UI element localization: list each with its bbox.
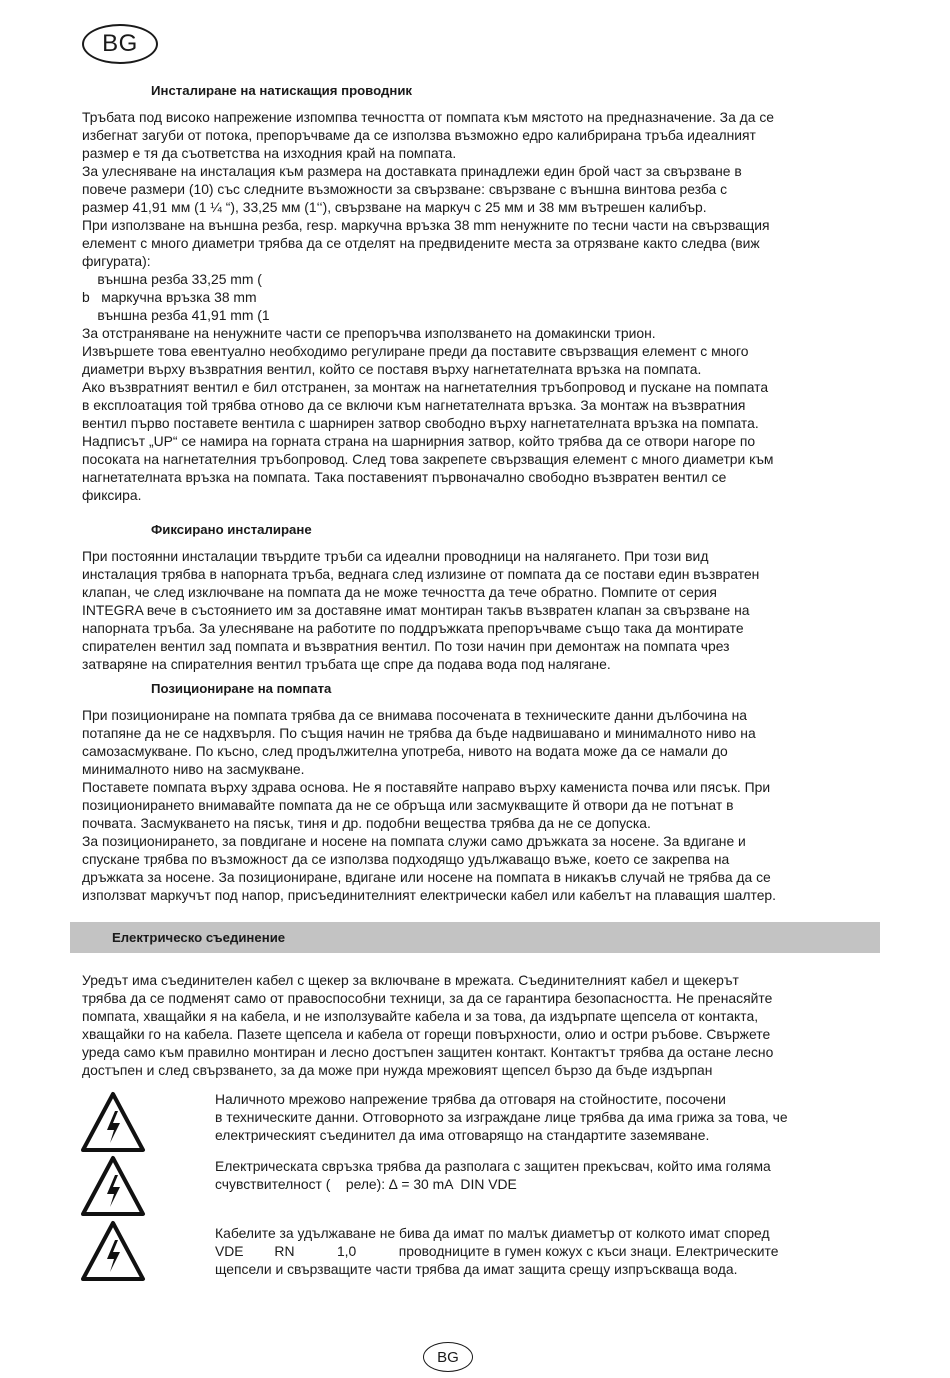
language-badge-bottom: BG: [423, 1342, 473, 1372]
text-line: хващайки го на кабела. Пазете щепсела и кабела от горещи повърхности, олио и остри ръбове. Свържете: [82, 1026, 771, 1042]
text-line: нагнетателната връзка на помпата. Така поставеният първоначално свободно възвратен вентил се: [82, 469, 727, 485]
text-line: клапан, че след изключване на помпата да не може течността да тече обратно. Помпите от серия: [82, 584, 717, 600]
text-line: избегнат загуби от потока, препоръчваме да се използва възможно едро калибрирана тръба идеалният: [82, 127, 756, 143]
text-line: напорната тръба. За улесняване на работите по поддръжката препоръчваме също така да монтирате: [82, 620, 744, 636]
text-line: вентил първо поставете вентила с шарнирен затвор свободно върху нагнетателната връзка на помпата.: [82, 415, 759, 431]
text-line: повече размери (10) със следните възможности за свързване: свързване с външна винтова резба с: [82, 181, 728, 197]
section3-body: [82, 706, 776, 904]
section-heading-fixed-install: Фиксирано инсталиране: [151, 522, 312, 537]
text-line: елемент с много диаметри трябва да се отделят на предвидените места за отрязване както следва (виж: [82, 235, 760, 251]
text-line: достъпен и след свързването, за да може при нужда мрежовият щепсел бързо да бъде издърпан: [82, 1062, 713, 1078]
text-line: посоката на нагнетателния тръбопровод. След това закрепете свързващия елемент с много диаметри към: [82, 451, 774, 467]
text-line: Наличното мрежово напрежение трябва да отговаря на стойностите, посочени: [215, 1091, 726, 1107]
text-line: Тръбата под високо напрежение изпомпва течността от помпата към мястото на предназначение. За да се: [82, 109, 775, 125]
text-line: помпата, хващайки я на кабела, и не използувайте кабела и за това, да издърпате щепсела от контакта,: [82, 1008, 759, 1024]
text-line: размер 41,91 мм (1 ¼ “), 33,25 мм (1‘‘), свързване на маркуч с 25 мм и 38 мм вътрешен калибър.: [82, 199, 707, 215]
text-line: За отстраняване на ненужните части се препоръчва използването на домакински трион.: [82, 325, 656, 341]
electric-hazard-icon: [80, 1154, 146, 1218]
text-line: уреда само към правилно монтиран и лесно достъпен защитен контакт. Контактът трябва да остане лесно: [82, 1044, 774, 1060]
warning-text-extension-cables: [215, 1224, 778, 1278]
text-line: размер е тя да съответства на изходния край на помпата.: [82, 145, 457, 161]
text-line: почвата. Засмукването на пясък, тиня и др. подобни вещества трябва да не се допуска.: [82, 815, 651, 831]
text-line: електрическият съединител да има отговарящо на стандартите заземяване.: [215, 1127, 710, 1143]
list-item: външна резба 33,25 mm (: [82, 271, 262, 287]
list-item: външна резба 41,91 mm (1: [82, 307, 270, 323]
text-line: фиксира.: [82, 487, 142, 503]
text-line: Електрическата свръзка трябва да разполага с защитен прекъсвач, който има голяма: [215, 1158, 771, 1174]
text-line: фигурата):: [82, 253, 151, 269]
text-line: За позиционирането, за повдигане и носене на помпата служи само дръжката за носене. За вдигане и: [82, 833, 746, 849]
text-line: INTEGRA вече в състоянието им за доставяне имат монтиран такъв възвратен клапан за свързване на: [82, 602, 750, 618]
text-line: спирателен вентил зад помпата и възвратния вентил. По този начин при демонтаж на помпата чрез: [82, 638, 730, 654]
text-line: използват маркучът под напор, присъединителният електрически кабел или кабелът на плаващия шалтер.: [82, 887, 777, 903]
text-line: спускане трябва по възможност да се използва подходящо удължаващо въже, което се закрепва на: [82, 851, 730, 867]
section-heading-pressure-line: Инсталиране на натискащия проводник: [151, 83, 413, 98]
section4-body: [82, 971, 773, 1079]
electric-hazard-icon: [80, 1090, 146, 1154]
text-line: VDE RN 1,0 проводниците в гумен кожух с къси знаци. Електрическите: [215, 1243, 779, 1259]
text-line: При използване на външна резба, resp. маркучна връзка 38 mm ненужните по тесни части на свързващия: [82, 217, 770, 233]
text-line: потапяне да не се надхвърля. По същия начин не трябва да бъде надвишавано и минималното ниво на: [82, 725, 756, 741]
text-line: затваряне на спирателния вентил тръбата ще спре да подава вода под налягане.: [82, 656, 611, 672]
text-line: в техническите данни. Отговорното за изграждане лице трябва да има грижа за това, че: [215, 1109, 788, 1125]
section2-body: [82, 547, 759, 673]
section-heading-pump-positioning: Позициониране на помпата: [151, 681, 332, 696]
text-line: щепсели и свързващите части трябва да имат защита срещу изпръскваща вода.: [215, 1261, 738, 1277]
warning-text-breaker: [215, 1157, 771, 1193]
text-line: Ако възвратният вентил е бил отстранен, за монтаж на нагнетателния тръбопровод и пускане на помпата: [82, 379, 769, 395]
section1-body: [82, 108, 774, 504]
text-line: счувствителност ( реле): ∆ = 30 mA DIN VDE: [215, 1176, 517, 1192]
text-line: Уредът има съединителен кабел с щекер за включване в мрежата. Съединителният кабел и щекерът: [82, 972, 739, 988]
text-line: Надписът „UP“ се намира на горната страна на шарнирния затвор, който трябва да се отвори нагоре по: [82, 433, 756, 449]
text-line: в експлоатация той трябва отново да се включи към нагнетателната връзка. За монтаж на възвратния: [82, 397, 746, 413]
text-line: За улесняване на инсталация към размера на доставката принадлежи един брой част за свързване в: [82, 163, 742, 179]
text-line: При позициониране на помпата трябва да се внимава посочената в техническите данни дълбочина на: [82, 707, 748, 723]
text-line: Кабелите за удължаване не бива да имат по малък диаметър от колкото имат според: [215, 1225, 770, 1241]
text-line: позиционирането внимавайте помпата да не се обръща или засмукващите й отвори да не потънат в: [82, 797, 734, 813]
text-line: дръжката за носене. За позициониране, вдигане или носене на помпата в никакъв случай не трябва да се: [82, 869, 771, 885]
text-line: Извършете това евентуално необходимо регулиране преди да поставите свързващия елемент с много: [82, 343, 749, 359]
text-line: трябва да се подменят само от правоспособни техници, за да се гарантира безопасността. Не пренасяйте: [82, 990, 773, 1006]
warning-text-voltage: [215, 1090, 788, 1144]
text-line: диаметри върху възвратния вентил, който се поставя върху нагнетателната връзка на помпата.: [82, 361, 702, 377]
text-line: инсталация трябва в напорната тръба, веднага след излизине от помпата да се постави един възвратен: [82, 566, 760, 582]
text-line: минималното ниво на засмукване.: [82, 761, 305, 777]
language-badge-top: BG: [82, 24, 158, 64]
text-line: При постоянни инсталации твърдите тръби са идеални проводници на налягането. При този вид: [82, 548, 709, 564]
list-item: b маркучна връзка 38 mm: [82, 289, 257, 305]
text-line: Поставете помпата върху здрава основа. Не я поставяйте направо върху каменистa почва или пясък. При: [82, 779, 771, 795]
electric-hazard-icon: [80, 1219, 146, 1283]
section-heading-electrical-connection: Електрическо съединение: [70, 922, 880, 953]
text-line: самозасмукване. По късно, след продължителна употреба, нивото на водата може да се намали до: [82, 743, 728, 759]
